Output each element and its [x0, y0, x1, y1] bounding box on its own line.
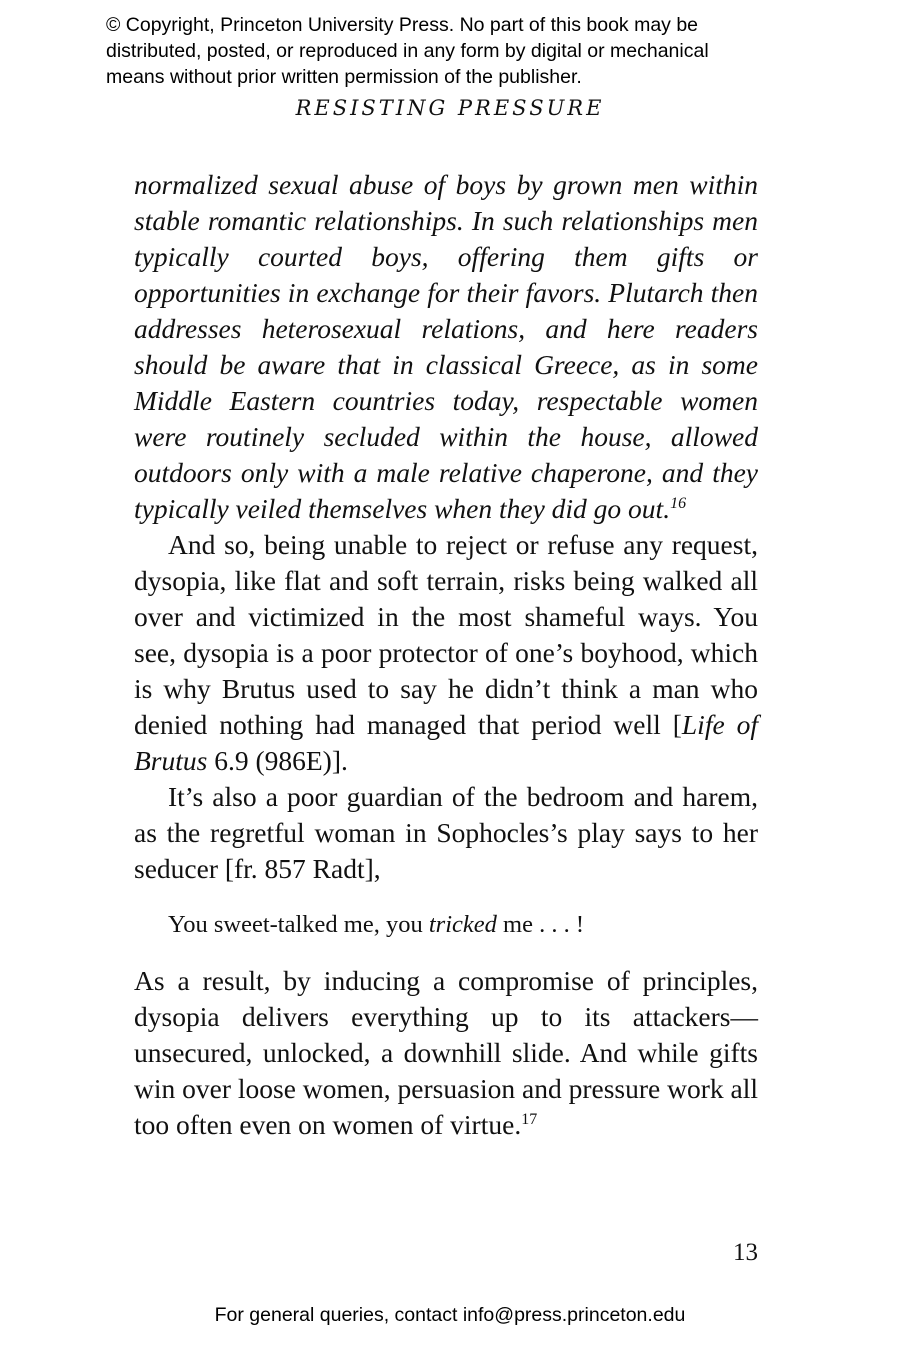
running-head: RESISTING PRESSURE: [295, 96, 605, 120]
footer-contact: For general queries, contact info@press.princeton.edu: [214, 1304, 686, 1326]
endnote-ref-16: 16: [670, 494, 687, 512]
quote-emphasis: tricked: [428, 911, 497, 938]
copyright-notice: [106, 12, 866, 90]
paragraph-2-text-b: 6.9 (986E)].: [207, 745, 348, 776]
quote-text-a: You sweet-talked me, you: [168, 911, 429, 938]
paragraph-1: [134, 167, 758, 527]
endnote-ref-17: 17: [521, 1110, 538, 1128]
copyright-line-1: © Copyright, Princeton University Press. No part of this book may be: [106, 14, 699, 36]
copyright-line-2: distributed, posted, or reproduced in any form by digital or mechanical: [106, 40, 709, 62]
paragraph-4-text: As a result, by inducing a compromise of principles, dysopia delivers everything up to its attackers— unsecured, unlocked, a downhill slide. And while gifts win over loose women, persuasion and pressure work all too often even on women of virtue.: [134, 965, 758, 1140]
paragraph-2-text-a: And so, being unable to reject or refuse any request, dysopia, like flat and soft terrain, risks being walked all over and victimized in the most shameful ways. You see, dysopia is a poor protector of one’s boyhood, which is why Brutus used to say he didn’t think a man who denied nothing had managed that period well [: [134, 529, 758, 740]
paragraph-2: [134, 527, 758, 779]
copyright-line-3: means without prior written permission of the publisher.: [106, 66, 582, 88]
page-body: [134, 167, 758, 1143]
quote-text-b: me . . . !: [496, 911, 584, 938]
citation-title: Life of Brutus: [134, 709, 759, 776]
page-number: 13: [733, 1239, 758, 1266]
paragraph-4: [134, 963, 758, 1143]
paragraph-1-text: normalized sexual abuse of boys by grown men within stable romantic relationships. In such relationships men typically courted boys, offering them gifts or opportunities in exchange for their favors. Plutarch then addresses heterosexual relations, and here readers should be aware that in classical Greece, as in some Middle Eastern countries today, respectable women were routinely secluded within the house, allowed outdoors only with a male relative chaperone, and they typically veiled themselves when they did go out.: [134, 169, 758, 524]
paragraph-3: It’s also a poor guardian of the bedroom and harem, as the regretful woman in Sophocles’s play says to her seducer [fr. 857 Radt],: [134, 781, 758, 884]
block-quote: [134, 887, 758, 963]
